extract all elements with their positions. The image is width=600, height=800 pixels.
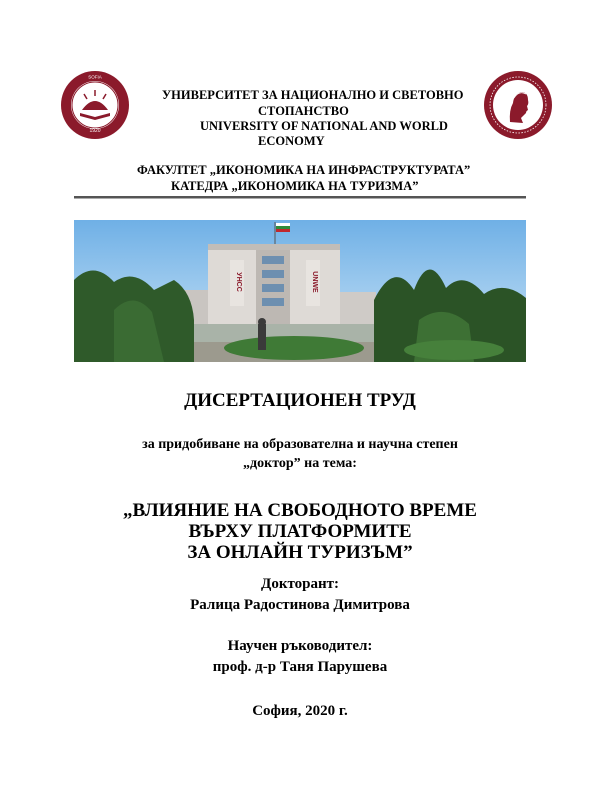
doctorant-label: Докторант: [261,576,339,592]
university-building-photo [74,220,526,362]
university-name-en-line2: ECONOMY [258,134,325,148]
faculty-name: ФАКУЛТЕТ „ИКОНОМИКА НА ИНФРАСТРУКТУРАТА” [137,163,471,177]
university-name-en-line1: UNIVERSITY OF NATIONAL AND WORLD [200,119,448,133]
seal-year-text: 1920 [89,128,101,134]
document-type-title: ДИСЕРТАЦИОНЕН ТРУД [184,390,416,411]
building-sign-left: УНСС [235,272,242,292]
city-year: София, 2020 г. [252,703,348,719]
doctorant-name: Ралица Радостинова Димитрова [190,597,410,613]
university-seal-left-logo [60,70,130,140]
degree-subtitle-line2: „доктор” на тема: [243,456,357,471]
thesis-theme-line3: ЗА ОНЛАЙН ТУРИЗЪМ” [187,542,413,563]
university-name-bg-line1: УНИВЕРСИТЕТ ЗА НАЦИОНАЛНО И СВЕТОВНО [162,88,464,102]
seal-city-text: SOFIA [88,74,102,80]
portrait-seal-right-logo [483,70,553,140]
building-sign-right: UNWE [311,271,318,293]
department-name: КАТЕДРА „ИКОНОМИКА НА ТУРИЗМА” [171,179,419,193]
supervisor-label: Научен ръководител: [227,638,373,654]
university-name-bg-line2: СТОПАНСТВО [258,104,349,118]
supervisor-name: проф. д-р Таня Парушева [212,659,388,675]
header-divider [74,196,526,199]
degree-subtitle-line1: за придобиване на образователна и научна степен [142,437,458,452]
thesis-theme-line2: ВЪРХУ ПЛАТФОРМИТЕ [188,521,412,542]
thesis-theme-line1: „ВЛИЯНИЕ НА СВОБОДНОТО ВРЕМЕ [123,500,477,521]
